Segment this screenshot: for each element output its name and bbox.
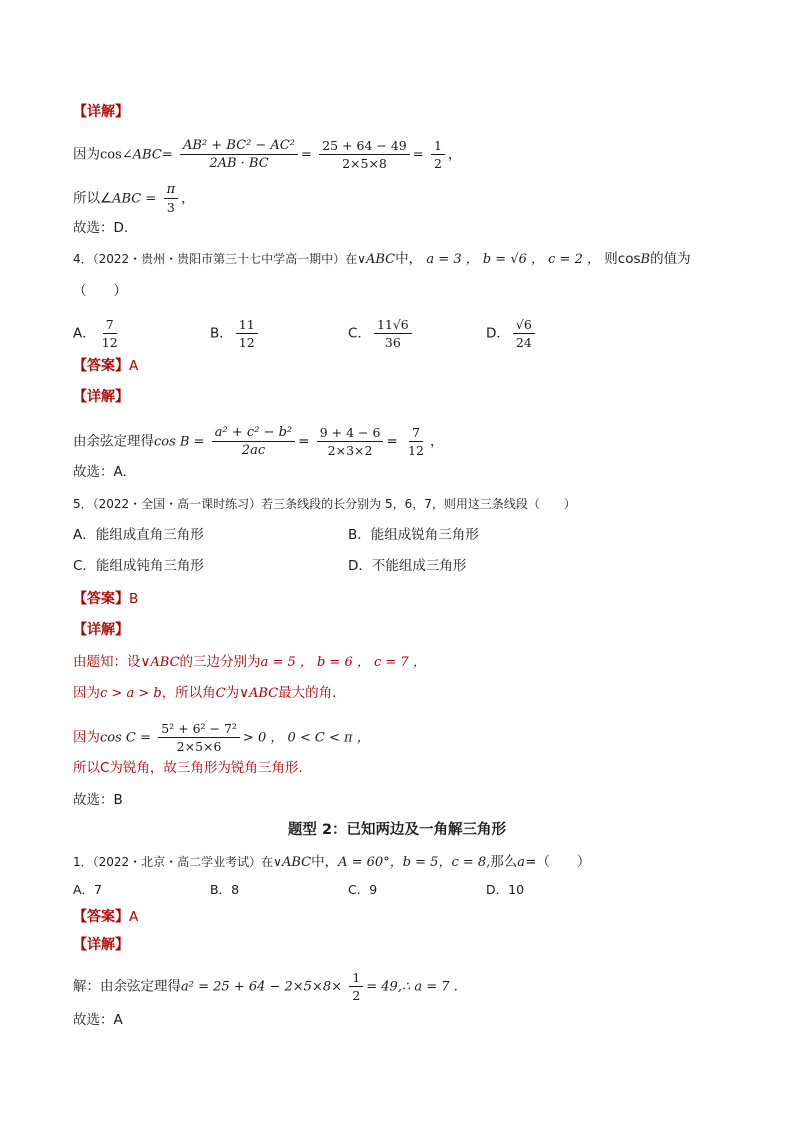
q5-l1-lead: 由题知：设∨	[73, 654, 151, 670]
q5-l3-tail: > 0 ， 0 < C < π ，	[242, 730, 370, 746]
q5-l3-num: 5² + 6² − 7²	[158, 721, 240, 738]
q4-sol-frac-3	[405, 425, 427, 458]
q1-sol-expr: a² = 25 + 64 − 2×5×8×	[181, 979, 343, 995]
q4-opt-b-label: B．	[210, 325, 233, 342]
p1-f1-den: 2AB · BC	[209, 156, 269, 171]
q5-option-d[interactable]: D．不能组成三角形	[348, 558, 467, 574]
p1-f3-den: 2	[433, 156, 442, 171]
q5-l2-c: C	[215, 686, 226, 701]
q1-sol-den: 2	[352, 988, 361, 1003]
q5-option-c[interactable]: C．能组成钝角三角形	[73, 558, 204, 574]
q5-l1-mid: 的三边分别为	[179, 654, 261, 670]
q4-opt-b-num: 11	[236, 317, 258, 334]
q5-answer-value: B	[129, 591, 139, 607]
q1-a: a	[517, 855, 526, 870]
q4-abc: ABC	[365, 252, 396, 267]
q1-option-d[interactable]: D．10	[486, 882, 525, 897]
q1-stem	[73, 852, 590, 873]
q1-option-b[interactable]: B．8	[210, 882, 240, 897]
p1-f1-num: AB² + BC² − AC²	[180, 138, 298, 155]
p1-l2-num: π	[164, 182, 179, 199]
q4-ask: 则cos	[604, 251, 641, 267]
q5-l3-den: 2×5×6	[176, 739, 222, 754]
q5-l2-end: 最大的角.	[278, 685, 337, 701]
q5-l1-abc: ABC	[150, 655, 180, 670]
p1-l2-den: 3	[166, 200, 175, 215]
p1-f3-num: 1	[431, 138, 445, 155]
p1-f2-num: 25 + 64 − 49	[319, 138, 410, 155]
q4-sol-tail: ，	[429, 433, 444, 450]
q5-sol-line-3	[73, 721, 370, 754]
q5-detail-label: 【详解】	[73, 622, 129, 638]
q1-option-a[interactable]: A．7	[73, 882, 103, 897]
p1-eq: =	[161, 147, 173, 163]
q5-sol-line-1	[73, 652, 426, 673]
p1-abc: ABC	[132, 147, 162, 163]
p1-angle-line	[73, 182, 195, 215]
q4-sol-f2-den: 2×3×2	[327, 443, 373, 458]
q4-option-b[interactable]	[210, 317, 261, 350]
q4-opt-b-frac	[236, 317, 258, 350]
q5-option-a[interactable]: A．能组成直角三角形	[73, 527, 204, 543]
q4-opt-a-num: 7	[103, 317, 117, 334]
q1-sol-num: 1	[349, 970, 363, 987]
q5-stem: 5．（2022・全国・高一课时练习）若三条线段的长分别为 5，6，7，则用这三条线段（ ）	[73, 497, 576, 511]
q4-answer	[73, 356, 138, 376]
q4-opt-c-label: C．	[348, 325, 371, 342]
p1-cos: cos∠	[100, 147, 133, 163]
q4-opt-c-frac	[374, 317, 412, 350]
q4-opt-d-label: D．	[486, 325, 510, 342]
q5-sol-line-4: 所以C为锐角，故三角形为锐角三角形.	[73, 760, 303, 776]
q5-l2-mid2: 为∨	[225, 685, 250, 701]
q1-mid: 中，	[311, 854, 339, 870]
q4-opt-b-den: 12	[238, 335, 255, 350]
q1-choose: 故选：A	[73, 1012, 123, 1028]
q5-answer	[73, 589, 138, 609]
q5-choose: 故选：B	[73, 792, 123, 808]
q4-sol-f2-num: 9 + 4 − 6	[317, 425, 384, 442]
q4-sol-frac-2	[317, 425, 384, 458]
q5-l2-lead: 因为	[73, 685, 100, 701]
q4-sol-lead: 由余弦定理得	[73, 433, 154, 450]
p1-eq-3: =	[412, 147, 424, 163]
p1-fraction-1	[180, 138, 298, 171]
q4-stem-text: 4．（2022・贵州・贵阳市第三十七中学高一期中）在∨	[73, 252, 366, 266]
p1-tail: ，	[447, 146, 462, 163]
q1-sol-tail: = 49,∴ a = 7 .	[366, 979, 458, 995]
q5-l2-abc: ABC	[249, 686, 279, 701]
q4-end: 的值为	[650, 251, 691, 267]
q1-answer	[73, 907, 138, 927]
p1-cos-equation	[73, 138, 461, 171]
section-title: 题型 2：已知两边及一角解三角形	[287, 822, 507, 838]
q4-opt-c-den: 36	[384, 335, 401, 350]
q4-stem	[73, 249, 691, 270]
q1-sol-lead: 解：由余弦定理得	[73, 978, 181, 995]
q5-option-b[interactable]: B．能组成锐角三角形	[348, 527, 479, 543]
q4-option-a[interactable]	[73, 317, 124, 350]
p1-f2-den: 2×5×8	[342, 156, 387, 171]
p1-l2-tail: ，	[181, 190, 195, 207]
q1-answer-value: A	[129, 909, 139, 925]
q1-solution	[73, 970, 458, 1003]
q5-l1-vals: a = 5 ， b = 6 ， c = 7 ，	[260, 655, 426, 670]
q4-b: B	[640, 252, 651, 267]
q4-sol-cos: cos B =	[154, 434, 205, 450]
p1-fraction-3	[431, 138, 445, 171]
q5-l2-mid: ，所以角	[161, 685, 216, 701]
q1-abc: ABC	[281, 855, 312, 870]
q5-answer-label: 【答案】	[73, 591, 129, 607]
q4-opt-c-num: 11√6	[374, 317, 412, 334]
q4-opt-d-den: 24	[515, 335, 532, 350]
p1-fraction-2	[319, 138, 410, 171]
q1-vals: A = 60°，b = 5，c = 8,	[338, 855, 491, 870]
q4-detail-label: 【详解】	[73, 389, 129, 405]
q4-mid: 中，	[395, 251, 423, 267]
q4-answer-label: 【答案】	[73, 358, 129, 374]
q4-opt-a-den: 12	[101, 335, 118, 350]
q1-stem-text: 1．（2022・北京・高二学业考试）在∨	[73, 855, 282, 869]
q4-sol-f1-num: a² + c² − b²	[212, 425, 295, 442]
p1-lead: 因为	[73, 146, 100, 163]
p1-l2-abc: ABC =	[112, 191, 157, 207]
q5-sol-line-2	[73, 683, 336, 704]
q4-opt-d-frac	[513, 317, 535, 350]
q1-sol-frac	[349, 970, 363, 1003]
q4-sol-f3-num: 7	[409, 425, 423, 442]
q4-sol-f1-den: 2ac	[241, 443, 266, 458]
q1-end: =（ ）	[525, 854, 591, 870]
p1-choose: 故选：D.	[73, 220, 129, 236]
q5-l2-ineq: c > a > b	[100, 686, 162, 701]
q4-sol-frac-1	[212, 425, 295, 458]
q4-choose: 故选：A.	[73, 464, 127, 480]
q4-solution: 由余弦定理得cos B = $\frac{\text{a² + c² − b²}}{2ac}$ = $\frac{9 + 4 - 6}{2\times 3\times 2}$ = $\frac{7}{12}$ ，	[73, 425, 444, 458]
q4-vals: a = 3 ， b = √6 ， c = 2 ，	[426, 252, 600, 267]
detail-label: 【详解】	[73, 104, 129, 120]
q5-l3-cos: cos C =	[100, 730, 151, 746]
q4-opt-a-frac	[99, 317, 121, 350]
q1-ask: 那么	[490, 854, 518, 870]
q5-l3-frac	[158, 721, 240, 754]
p1-pi-fraction	[164, 182, 179, 215]
p1-l2-lead: 所以∠	[73, 190, 113, 207]
q4-sol-f3-den: 12	[408, 443, 424, 458]
q4-answer-value: A	[129, 358, 139, 374]
q1-answer-label: 【答案】	[73, 909, 129, 925]
q1-detail-label: 【详解】	[73, 937, 129, 953]
q4-opt-d-num: √6	[513, 317, 535, 334]
q1-option-c[interactable]: C．9	[348, 882, 378, 897]
q4-paren: （ ）	[73, 283, 127, 299]
q5-l3-lead: 因为	[73, 729, 100, 746]
q4-option-d[interactable]	[486, 317, 538, 350]
q4-opt-a-label: A．	[73, 325, 96, 342]
p1-eq-2: =	[300, 147, 312, 163]
q4-option-c[interactable]	[348, 317, 415, 350]
